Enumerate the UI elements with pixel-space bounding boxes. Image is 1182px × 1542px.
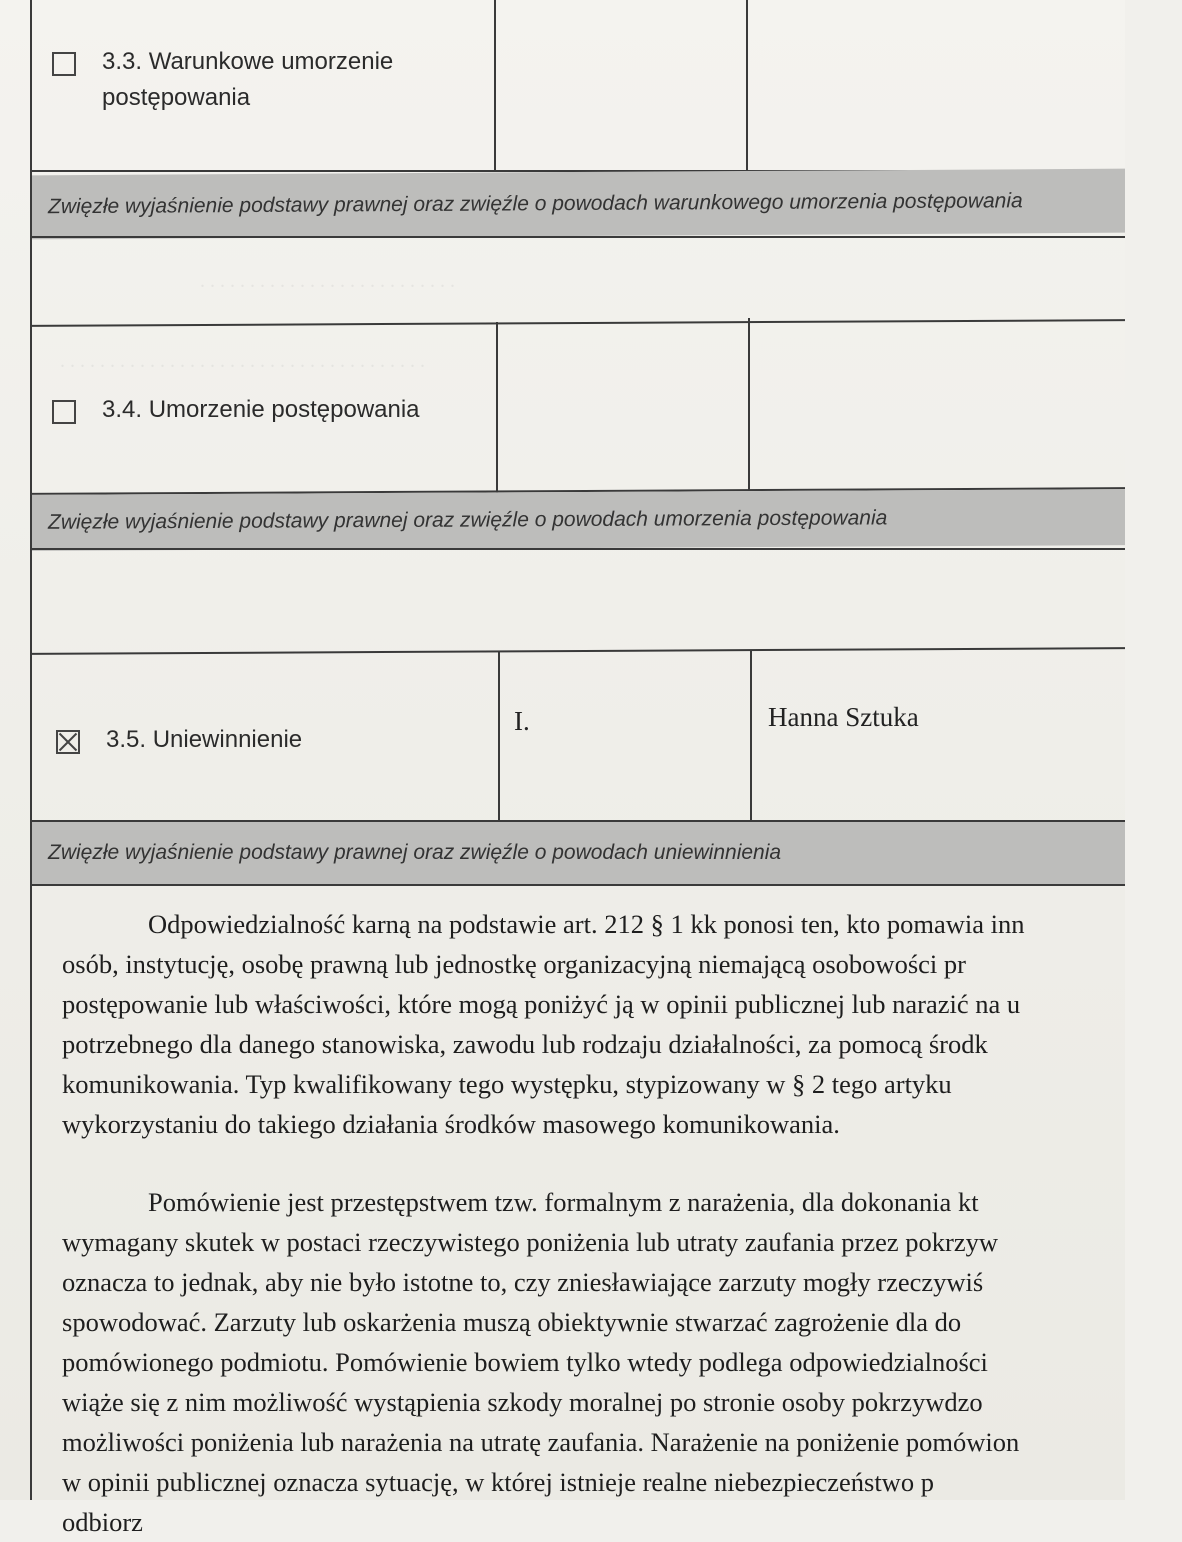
- row-3-4-option[interactable]: [52, 392, 420, 428]
- paragraph-2-line: pomówionego podmiotu. Pomówienie bowiem tylko wtedy podlega odpowiedzialności: [62, 1347, 988, 1377]
- paragraph-1-line: Odpowiedzialność karną na podstawie art. 212 § 1 kk ponosi ten, kto pomawia inn: [148, 909, 1025, 939]
- paragraph-1-line: potrzebnego dla danego stanowiska, zawodu lub rodzaju działalności, za pomocą środk: [62, 1029, 988, 1059]
- band-3-4-text: Zwięzłe wyjaśnienie podstawy prawnej oraz zwięźle o powodach umorzenia postępowania: [48, 506, 888, 534]
- band-3-3: [32, 169, 1125, 240]
- document-page: . . . . . . . . . . . . . . . . . . . . . . . . . . . . . . . . . . . . . . . . . . . . . . . . . . . . . . . . . . . . . . . 3.3. Warunkowe umorzenie postępowania Zwięzłe wyjaśnienie podstawy prawnej oraz zwięźle o powodach warunkowego umorzenia postępowania 3.4. Umorzenie postępowania Zwięzłe wyjaśnienie podstawy prawnej oraz zwięźle o powodach umorzenia postępowania 3.5. Uniewinnienie I. Hanna Sztuka Zwięzłe wyjaśnienie podstawy prawnej oraz zwięźle o powodach uniewinnienia Odpowiedzialność karną na podstawie art. 212 § 1 kk ponosi ten, kto pomawia inn osób, instytucję, osobę prawną lub jednostkę organizacyjną niemającą osobowości pr postępowanie lub właściwości, które mogą poniżyć ją w opinii publicznej lub narazić na u potrzebnego dla danego stanowiska, zawodu lub rodzaju działalności, za pomocą środk komunikowania. Typ kwalifikowany tego występku, stypizowany w § 2 tego artyku wykorzystaniu do takiego działania środków masowego komunikowania. Pomówienie jest przestępstwem tzw. formalnym z narażenia, dla dokonania kt wymagany skutek w postaci rzeczywistego poniżenia lub utraty zaufania przez pokrzyw oznacza to jednak, aby nie było istotne to, czy zniesławiające zarzuty mogły rzeczywiś spowodować. Zarzuty lub oskarżenia muszą obiektywnie stwarzać zagrożenie dla do pomówionego podmiotu. Pomówienie bowiem tylko wtedy podlega odpowiedzialności wiąże się z nim możliwość wystąpienia szkody moralnej po stronie osoby pokrzywdzo możliwości poniżenia lub narażenia na utratę zaufania. Narażenie na poniżenie pomówion w opinii publicznej oznacza sytuację, w której istnieje realne niebezpieczeństwo p odbiorz: [0, 0, 1125, 1500]
- paragraph-2-line: w opinii publicznej oznacza sytuację, w której istnieje realne niebezpieczeństwo p: [62, 1467, 934, 1497]
- band-3-4: [32, 489, 1125, 551]
- row-3-5-label: 3.5. Uniewinnienie: [106, 726, 303, 753]
- justification-paragraph-2: [62, 1182, 1182, 1542]
- row-3-4-divider-2: [748, 318, 750, 490]
- paragraph-2-line: oznacza to jednak, aby nie było istotne to, czy zniesławiające zarzuty mogły rzeczywiś: [62, 1267, 984, 1297]
- justification-paragraph-1: [62, 904, 1182, 1144]
- band-3-5-text: Zwięzłe wyjaśnienie podstawy prawnej oraz zwięźle o powodach uniewinnienia: [48, 841, 782, 864]
- band-3-3-text: Zwięzłe wyjaśnienie podstawy prawnej oraz zwięźle o powodach warunkowego umorzenia postępowania: [48, 189, 1023, 219]
- row-3-3-divider-2: [746, 0, 748, 170]
- paragraph-1-line: osób, instytucję, osobę prawną lub jednostkę organizacyjną niemającą osobowości pr: [62, 949, 966, 979]
- row-3-4-divider-1: [496, 322, 498, 494]
- row-3-5-option[interactable]: [56, 722, 302, 758]
- paragraph-2-line: możliwości poniżenia lub narażenia na utratę zaufania. Narażenie na poniżenie pomówion: [62, 1427, 1020, 1457]
- explanation-area-3-3[interactable]: [32, 238, 1125, 322]
- row-3-3-label: [102, 44, 393, 116]
- band-3-5: [32, 822, 1125, 884]
- row-3-3-option[interactable]: [52, 44, 393, 116]
- explanation-area-3-4[interactable]: [32, 550, 1125, 648]
- row-3-5-divider-2: [750, 650, 752, 820]
- row-3-3-label-line1: 3.3. Warunkowe umorzenie: [102, 48, 394, 75]
- paragraph-2-line: spowodować. Zarzuty lub oskarżenia muszą obiektywnie stwarzać zagrożenie dla do: [62, 1307, 962, 1337]
- paragraph-2-line: Pomówienie jest przestępstwem tzw. formalnym z narażenia, dla dokonania kt: [148, 1187, 979, 1217]
- paragraph-1-line: wykorzystaniu do takiego działania środków masowego komunikowania.: [62, 1109, 840, 1139]
- row-3-3-label-line2: postępowania: [102, 84, 251, 111]
- row-3-4-label: 3.4. Umorzenie postępowania: [102, 396, 420, 423]
- paragraph-2-line: wiąże się z nim możliwość wystąpienia szkody moralnej po stronie osoby pokrzywdzo: [62, 1387, 983, 1417]
- paragraph-2-line: wymagany skutek w postaci rzeczywistego poniżenia lub utraty zaufania przez pokrzyw: [62, 1227, 998, 1257]
- row-3-5-col3-name: Hanna Sztuka: [768, 702, 919, 732]
- row-3-5-divider-1: [498, 652, 500, 820]
- paragraph-1-line: postępowanie lub właściwości, które mogą poniżyć ją w opinii publicznej lub narazić na u: [62, 989, 1021, 1019]
- paragraph-2-line: odbiorz: [62, 1507, 143, 1537]
- row-3-3-divider-1: [494, 0, 496, 172]
- row-3-5-col2: I.: [514, 706, 530, 736]
- checkbox-3-5-checked[interactable]: [56, 730, 80, 754]
- checkbox-3-3[interactable]: [52, 52, 76, 76]
- checkbox-3-4[interactable]: [52, 400, 76, 424]
- paragraph-1-line: komunikowania. Typ kwalifikowany tego występku, stypizowany w § 2 tego artyku: [62, 1069, 952, 1099]
